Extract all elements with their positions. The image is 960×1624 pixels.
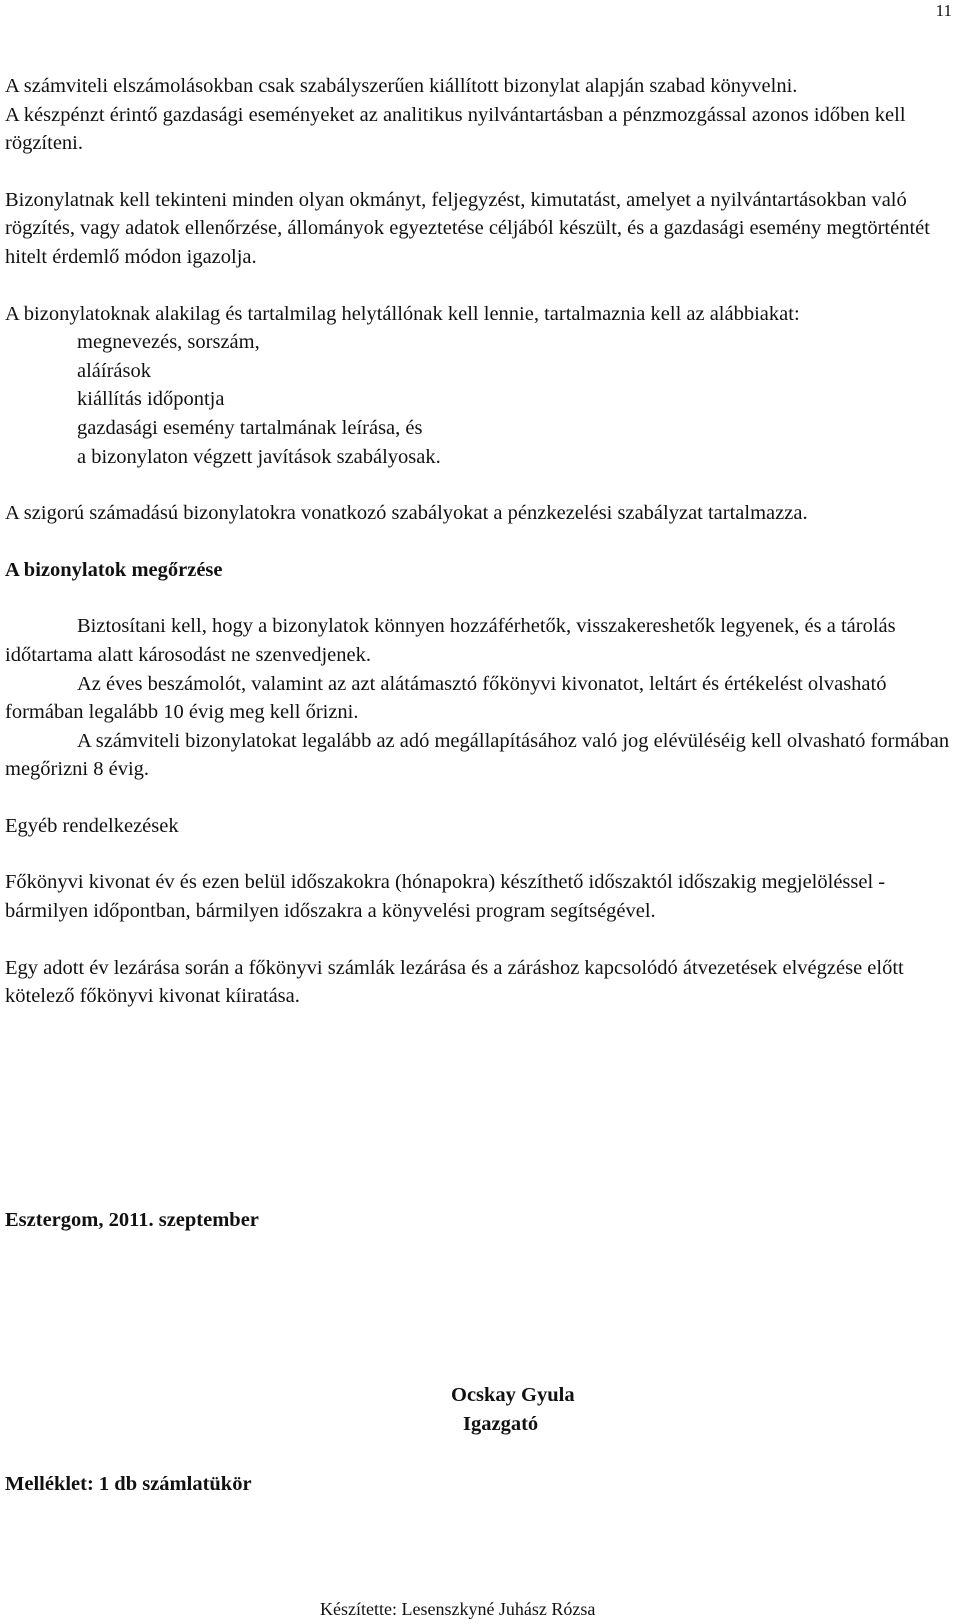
requirements-lead: A bizonylatoknak alakilag és tartalmilag helytállónak kell lennie, tartalmaznia kell az alábbiakat: (5, 302, 800, 325)
list-item: a bizonylaton végzett javítások szabályosak. (77, 445, 441, 468)
list-item: aláírások (77, 359, 151, 382)
preservation-paragraph-2: Az éves beszámolót, valamint az azt alátámasztó főkönyvi kivonatot, leltárt és értékelést olvasható formában legalább 10 évig meg kell őrizni. (5, 672, 887, 724)
intro-paragraph-2: A készpénzt érintő gazdasági eseményeket az analitikus nyilvántartásban a pénzmozgással azonos időben kell rögzíteni. (5, 103, 906, 155)
preservation-paragraph-1: Biztosítani kell, hogy a bizonylatok könnyen hozzáférhetők, visszakereshetők legyenek, és a tárolás időtartama alatt károsodást ne szenvedjenek. (5, 615, 896, 666)
definition-paragraph: Bizonylatnak kell tekinteni minden olyan okmányt, feljegyzést, kimutatást, amelyet a nyilvántartásokban való rögzítés, vagy adatok ellenőrzése, állományok egyeztetése céljából készült, és a gazdasági esemény megtörténtét hitelt érdemlő módon igazolja. (5, 188, 930, 268)
list-item: megnevezés, sorszám, (77, 331, 260, 354)
other-heading: Egyéb rendelkezések (5, 814, 179, 837)
attachment-note: Melléklet: 1 db számlatükör (5, 1473, 252, 1495)
list-item: gazdasági esemény tartalmának leírása, és (77, 416, 423, 439)
signer-title: Igazgató (463, 1412, 539, 1435)
footer-prepared-by: Készítette: Lesenszkyné Juhász Rózsa (320, 1599, 596, 1619)
preservation-heading: A bizonylatok megőrzése (5, 558, 223, 581)
preservation-paragraph-3: A számviteli bizonylatokat legalább az adó megállapításához való jog elévüléséig kell olvasható formában megőrizni 8 évig. (5, 729, 950, 781)
place-date: Esztergom, 2011. szeptember (5, 1209, 259, 1231)
other-paragraph-1: Főkönyvi kivonat év és ezen belül időszakokra (hónapokra) készíthető időszaktól időszakig megjelöléssel - bármilyen időpontban, bármilyen időszakra a könyvelési program segítségével. (5, 871, 886, 923)
requirements-list (5, 328, 955, 471)
intro-paragraph-1: A számviteli elszámolásokban csak szabályszerűen kiállított bizonylat alapján szabad könyvelni. (5, 75, 798, 97)
other-paragraph-2: Egy adott év lezárása során a főkönyvi számlák lezárása és a záráshoz kapcsolódó átvezetések elvégzése előtt kötelező főkönyvi kivonat kíiratása. (5, 956, 904, 1008)
document-body (5, 72, 955, 1011)
strict-paragraph: A szigorú számadású bizonylatokra vonatkozó szabályokat a pénzkezelési szabályzat tartalmazza. (5, 502, 808, 525)
page-number: 11 (935, 1, 952, 20)
signer-name: Ocskay Gyula (451, 1384, 575, 1406)
signature-block (451, 1381, 575, 1438)
list-item: kiállítás időpontja (77, 388, 225, 411)
